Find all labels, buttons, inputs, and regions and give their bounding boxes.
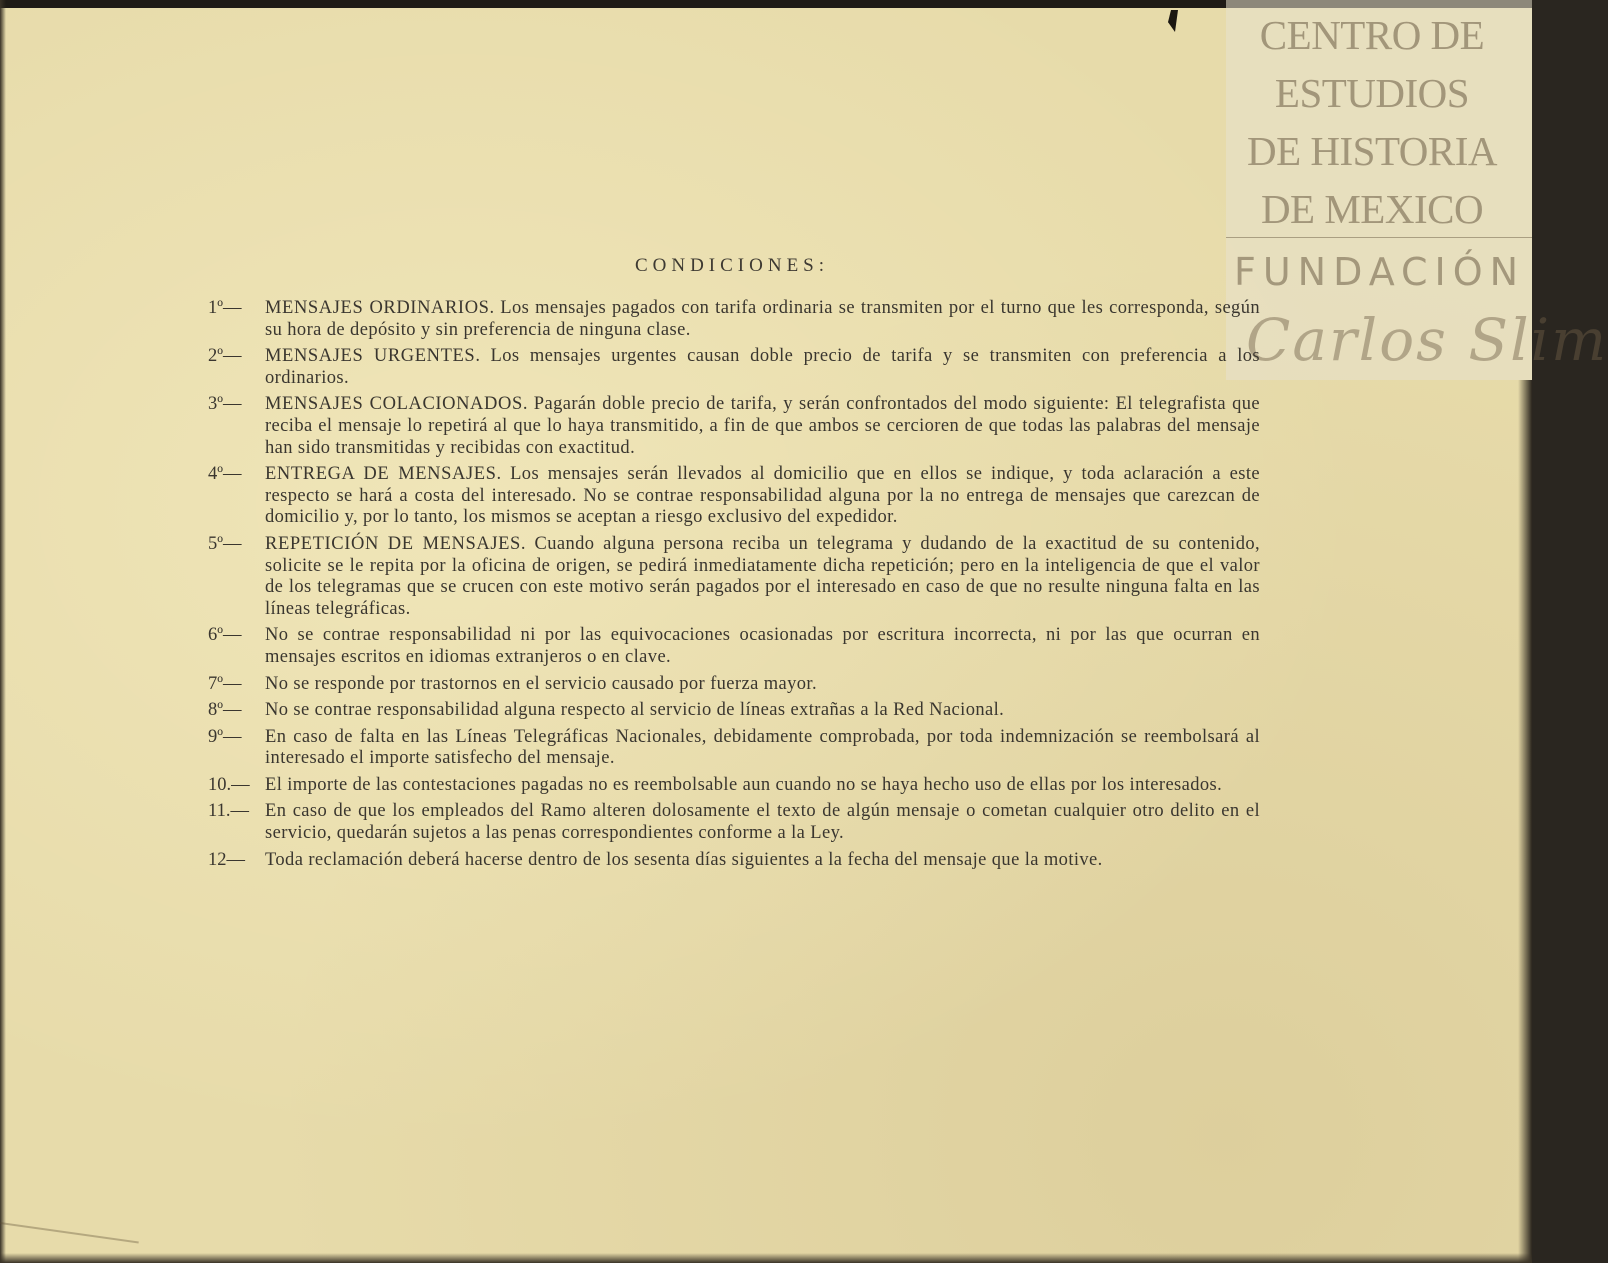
condition-title: MENSAJES COLACIONADOS. — [265, 394, 529, 415]
paper-crease — [0, 1222, 139, 1243]
condition-text: Los mensajes serán llevados al domicilio que en ellos se indique, y toda aclaración a este respecto se hará a costa del interesado. No se contrae responsabilidad alguna por la no entrega de mensajes que carezcan de domicilio y, por lo tanto, los mismos se aceptan a riesgo exclusivo del expedidor. — [265, 464, 1261, 528]
condition-text: Los mensajes urgentes causan doble precio de tarifa y se transmiten con preferencia a los ordinarios. — [265, 346, 1260, 388]
condition-text: Cuando alguna persona reciba un telegrama y dudando de la exactitud de su contenido, solicite se le repita por la oficina de origen, se pedirá inmediatamente dicha repetición; pero en la inteligencia de que el valor de los telegramas que se crucen con este motivo serán pagados por el interesado en caso de que no resulte ninguna falta en las líneas telegráficas. — [265, 533, 1261, 619]
condition-item — [208, 346, 1260, 389]
condition-item — [208, 700, 1260, 722]
condition-title: MENSAJES URGENTES. — [265, 346, 481, 367]
condition-item — [208, 775, 1260, 797]
condition-item — [208, 625, 1260, 668]
condition-number: 3º— — [208, 394, 242, 415]
watermark-foundation: FUNDACIÓN — [1234, 250, 1526, 294]
condition-number: 8º— — [208, 700, 242, 721]
condition-text: Pagarán doble precio de tarifa, y serán confrontados del modo siguiente: El telegrafista que reciba el mensaje lo repetirá al que lo haya transmitido, a fin de que ambos se cercioren de que todas las palabras del mensaje han sido transmitidas y recibidas con exactitud. — [265, 394, 1260, 458]
condition-number: 10.— — [208, 774, 250, 795]
condition-number: 11.— — [208, 801, 249, 822]
conditions-heading: CONDICIONES: — [634, 255, 830, 276]
condition-item — [208, 298, 1260, 341]
scan-bottom-edge — [0, 1253, 1532, 1263]
condition-number: 6º— — [208, 625, 242, 646]
watermark-signature: Carlos Slim — [1246, 306, 1608, 374]
condition-number: 5º— — [208, 533, 242, 554]
scan-right-edge — [1518, 380, 1532, 1263]
watermark-line: ESTUDIOS — [1274, 70, 1470, 116]
condition-item — [208, 801, 1260, 844]
condition-item — [208, 534, 1260, 620]
condition-item — [208, 727, 1260, 770]
watermark-line: DE MEXICO — [1260, 186, 1484, 232]
watermark-line: CENTRO DE — [1259, 12, 1485, 58]
condition-text: Toda reclamación deberá hacerse dentro de los sesenta días siguientes a la fecha del mensaje que la motive. — [265, 849, 1103, 870]
ink-mark — [1168, 10, 1178, 32]
condition-number: 4º— — [208, 464, 242, 485]
watermark-title — [1226, 6, 1518, 238]
scan-left-edge — [0, 0, 6, 1263]
condition-number: 9º— — [208, 726, 242, 747]
condition-text: En caso de que los empleados del Ramo alteren dolosamente el texto de algún mensaje o cometan cualquier otro delito en el servicio, quedarán sujetos a las penas correspondientes conforme a la Ley. — [265, 801, 1260, 844]
condition-item — [208, 850, 1260, 872]
watermark-line: DE HISTORIA — [1247, 128, 1497, 174]
condition-title: MENSAJES ORDINARIOS. — [265, 298, 495, 318]
condition-item — [208, 394, 1260, 459]
condition-text: El importe de las contestaciones pagadas no es reembolsable aun cuando no se haya hecho uso de ellas por los interesados. — [265, 774, 1223, 795]
condition-number: 1º— — [208, 298, 242, 318]
condition-number: 7º— — [208, 673, 242, 694]
condition-number: 2º— — [208, 346, 242, 367]
condition-text: No se responde por trastornos en el servicio causado por fuerza mayor. — [265, 673, 817, 694]
condition-item — [208, 674, 1260, 696]
conditions-list — [208, 298, 1260, 876]
condition-text: Los mensajes pagados con tarifa ordinaria se transmiten por el turno que les corresponda, según su hora de depósito y sin preferencia de ninguna clase. — [265, 298, 1261, 340]
condition-text: En caso de falta en las Líneas Telegráficas Nacionales, debidamente comprobada, por toda indemnización se reembolsará al interesado el importe satisfecho del mensaje. — [265, 726, 1260, 769]
condition-number: 12— — [208, 849, 245, 870]
condition-title: REPETICIÓN DE MENSAJES. — [265, 533, 527, 554]
watermark-divider — [1226, 237, 1532, 238]
condition-text: No se contrae responsabilidad ni por las equivocaciones ocasionadas por escritura incorrecta, ni por las que ocurran en mensajes escritos en idiomas extranjeros o en clave. — [265, 625, 1260, 667]
condition-text: No se contrae responsabilidad alguna respecto al servicio de líneas extrañas a la Red Nacional. — [265, 700, 1005, 721]
condition-title: ENTREGA DE MENSAJES. — [265, 464, 502, 485]
condition-item — [208, 464, 1260, 529]
archive-watermark — [1226, 0, 1608, 380]
